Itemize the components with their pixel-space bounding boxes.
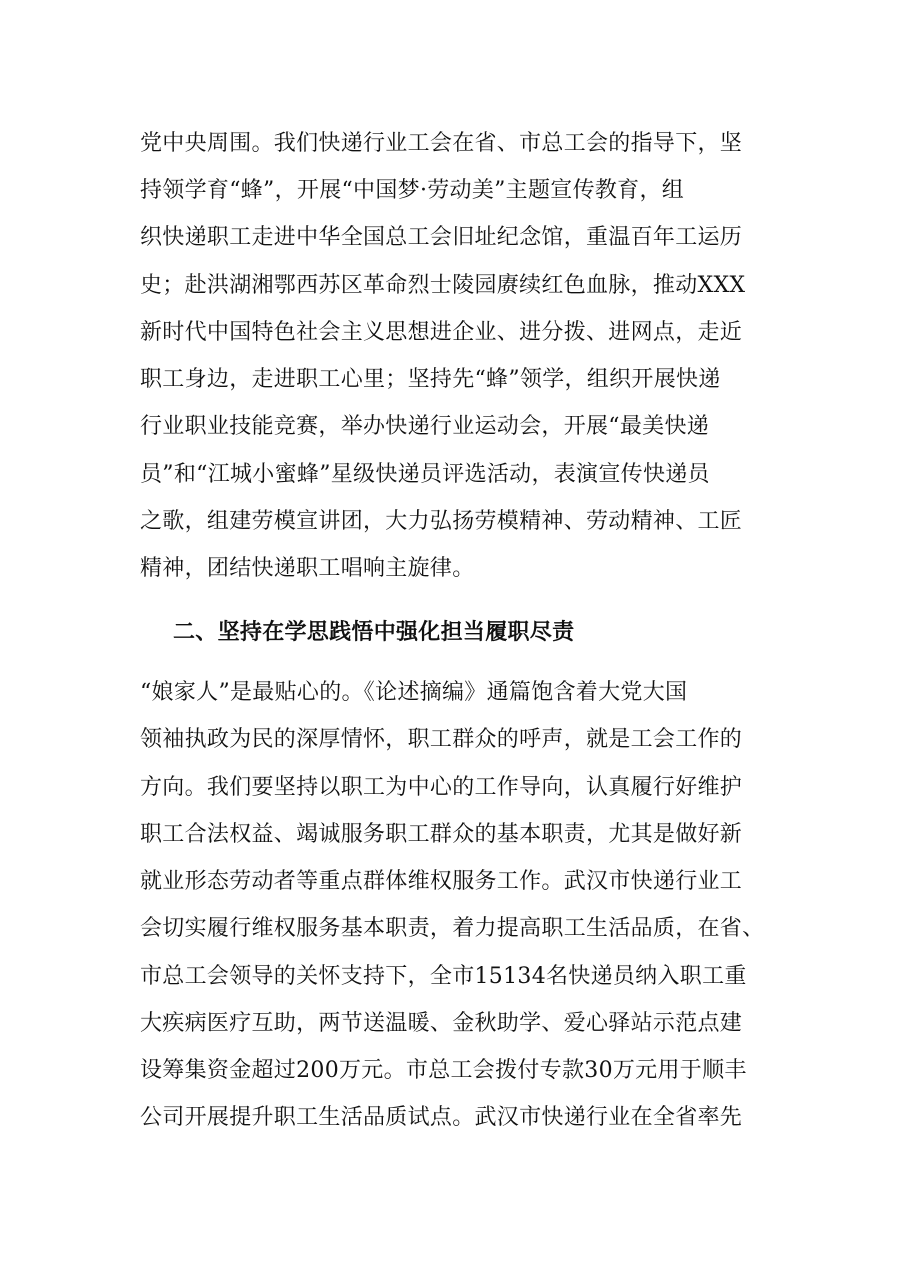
paragraph2-line-6: 会切实履行维权服务基本职责，着力提高职工生活品质，在省、 <box>140 916 765 941</box>
paragraph2-line-10: 公司开展提升职工生活品质试点。武汉市快递行业在全省率先 <box>140 1105 743 1130</box>
section-heading: 二、坚持在学思践悟中强化担当履职尽责 <box>173 620 575 645</box>
paragraph2-line-4: 职工合法权益、竭诚服务职工群众的基本职责，尤其是做好新 <box>140 822 743 847</box>
paragraph1-line-9: 之歌，组建劳模宣讲团，大力弘扬劳模精神、劳动精神、工匠 <box>140 509 743 534</box>
paragraph2-line-3: 方向。我们要坚持以职工为中心的工作导向，认真履行好维护 <box>140 775 743 800</box>
paragraph1-line-5: 新时代中国特色社会主义思想进企业、进分拨、进网点，走近 <box>140 320 743 345</box>
paragraph2-line-2: 领袖执政为民的深厚情怀，职工群众的呼声，就是工会工作的 <box>140 727 743 752</box>
paragraph1-line-6: 职工身边，走进职工心里；坚持先“蜂”领学，组织开展快递 <box>140 367 721 392</box>
paragraph1-line-4: 史；赴洪湖湘鄂西苏区革命烈士陵园赓续红色血脉，推动XXX <box>140 273 746 298</box>
paragraph2-line-5: 就业形态劳动者等重点群体维权服务工作。武汉市快递行业工 <box>140 869 743 894</box>
paragraph1-line-10: 精神，团结快递职工唱响主旋律。 <box>140 556 475 581</box>
paragraph2-line-1: “娘家人”是最贴心的。《论述摘编》通篇饱含着大党大国 <box>140 680 688 705</box>
paragraph2-line-7: 市总工会领导的关怀支持下，全市15134名快递员纳入职工重 <box>140 964 747 989</box>
paragraph2-line-8: 大疾病医疗互助，两节送温暖、金秋助学、爱心驿站示范点建 <box>140 1011 743 1036</box>
paragraph1-line-7: 行业职业技能竞赛，举办快递行业运动会，开展“最美快递 <box>140 414 710 439</box>
paragraph1-line-8: 员”和“江城小蜜蜂”星级快递员评选活动，表演宣传快递员 <box>140 462 710 487</box>
paragraph1-line-2: 持领学育“蜂”，开展“中国梦·劳动美”主题宣传教育，组 <box>140 178 685 203</box>
paragraph1-line-3: 织快递职工走进中华全国总工会旧址纪念馆，重温百年工运历 <box>140 225 743 250</box>
paragraph2-line-9: 设筹集资金超过200万元。市总工会拨付专款30万元用于顺丰 <box>140 1058 747 1083</box>
paragraph1-line-1: 党中央周围。我们快递行业工会在省、市总工会的指导下，坚 <box>140 131 743 156</box>
